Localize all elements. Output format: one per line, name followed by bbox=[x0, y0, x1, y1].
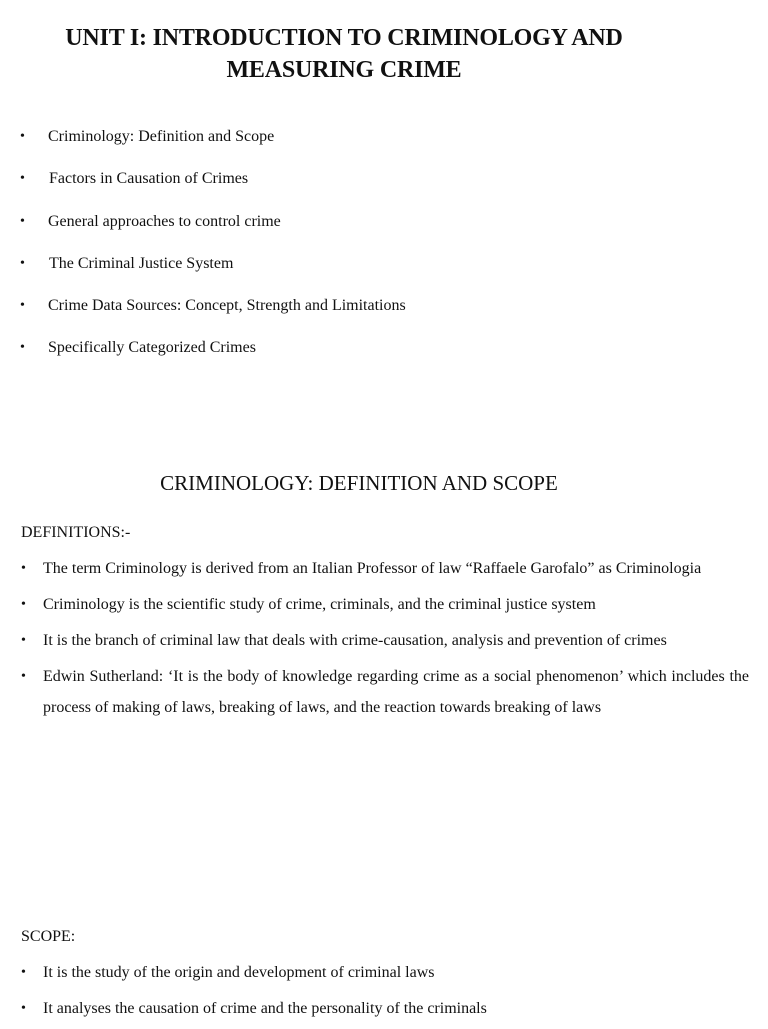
bullet-icon: • bbox=[21, 633, 26, 648]
bullet-icon: • bbox=[21, 965, 26, 980]
unit-title bbox=[20, 22, 668, 86]
bullet-icon: • bbox=[21, 597, 26, 612]
scope-text: It analyses the causation of crime and the personality of the criminals bbox=[43, 1000, 487, 1017]
bullet-icon: • bbox=[21, 669, 26, 684]
bullet-icon: • bbox=[20, 171, 25, 187]
topic-text: Factors in Causation of Crimes bbox=[49, 170, 249, 188]
bullet-icon: • bbox=[20, 340, 25, 356]
definitions-list bbox=[0, 553, 768, 728]
definition-item bbox=[0, 589, 768, 620]
scope-list bbox=[0, 957, 768, 1029]
topic-text: General approaches to control crime bbox=[48, 212, 281, 230]
topic-text: Specifically Categorized Crimes bbox=[48, 339, 256, 357]
scope-text: It is the study of the origin and development of criminal laws bbox=[43, 964, 435, 981]
bullet-icon: • bbox=[21, 1001, 26, 1016]
topic-text: Crime Data Sources: Concept, Strength and Limitations bbox=[48, 297, 406, 315]
bullet-icon: • bbox=[20, 298, 25, 314]
definition-text: The term Criminology is derived from an Italian Professor of law “Raffaele Garofalo” as Criminologia bbox=[43, 560, 702, 577]
definition-text: Criminology is the scientific study of crime, criminals, and the criminal justice system bbox=[43, 596, 596, 613]
bullet-icon: • bbox=[20, 213, 25, 229]
bullet-icon: • bbox=[20, 129, 25, 144]
scope-item bbox=[0, 993, 768, 1024]
definition-item bbox=[0, 553, 768, 584]
bullet-icon: • bbox=[21, 561, 26, 576]
definitions-heading: DEFINITIONS:- bbox=[21, 524, 131, 541]
bullet-icon: • bbox=[20, 255, 25, 271]
section-title: CRIMINOLOGY: DEFINITION AND SCOPE bbox=[160, 471, 558, 495]
definition-text: Edwin Sutherland: ‘It is the body of knowledge regarding crime as a social phenomenon’ which includes the process of making of laws, breaking of laws, and the reaction towards breaking of laws bbox=[43, 668, 749, 716]
definition-item bbox=[0, 625, 768, 656]
scope-item bbox=[0, 957, 768, 988]
topic-text: The Criminal Justice System bbox=[49, 254, 234, 272]
unit-title-line-1: UNIT I: INTRODUCTION TO CRIMINOLOGY AND bbox=[65, 25, 623, 51]
definition-item bbox=[0, 661, 768, 723]
definition-text: It is the branch of criminal law that deals with crime-causation, analysis and prevention of crimes bbox=[43, 632, 667, 649]
scope-heading: SCOPE: bbox=[21, 928, 76, 945]
unit-title-line-2: MEASURING CRIME bbox=[226, 57, 462, 83]
topic-text: Criminology: Definition and Scope bbox=[48, 128, 275, 145]
